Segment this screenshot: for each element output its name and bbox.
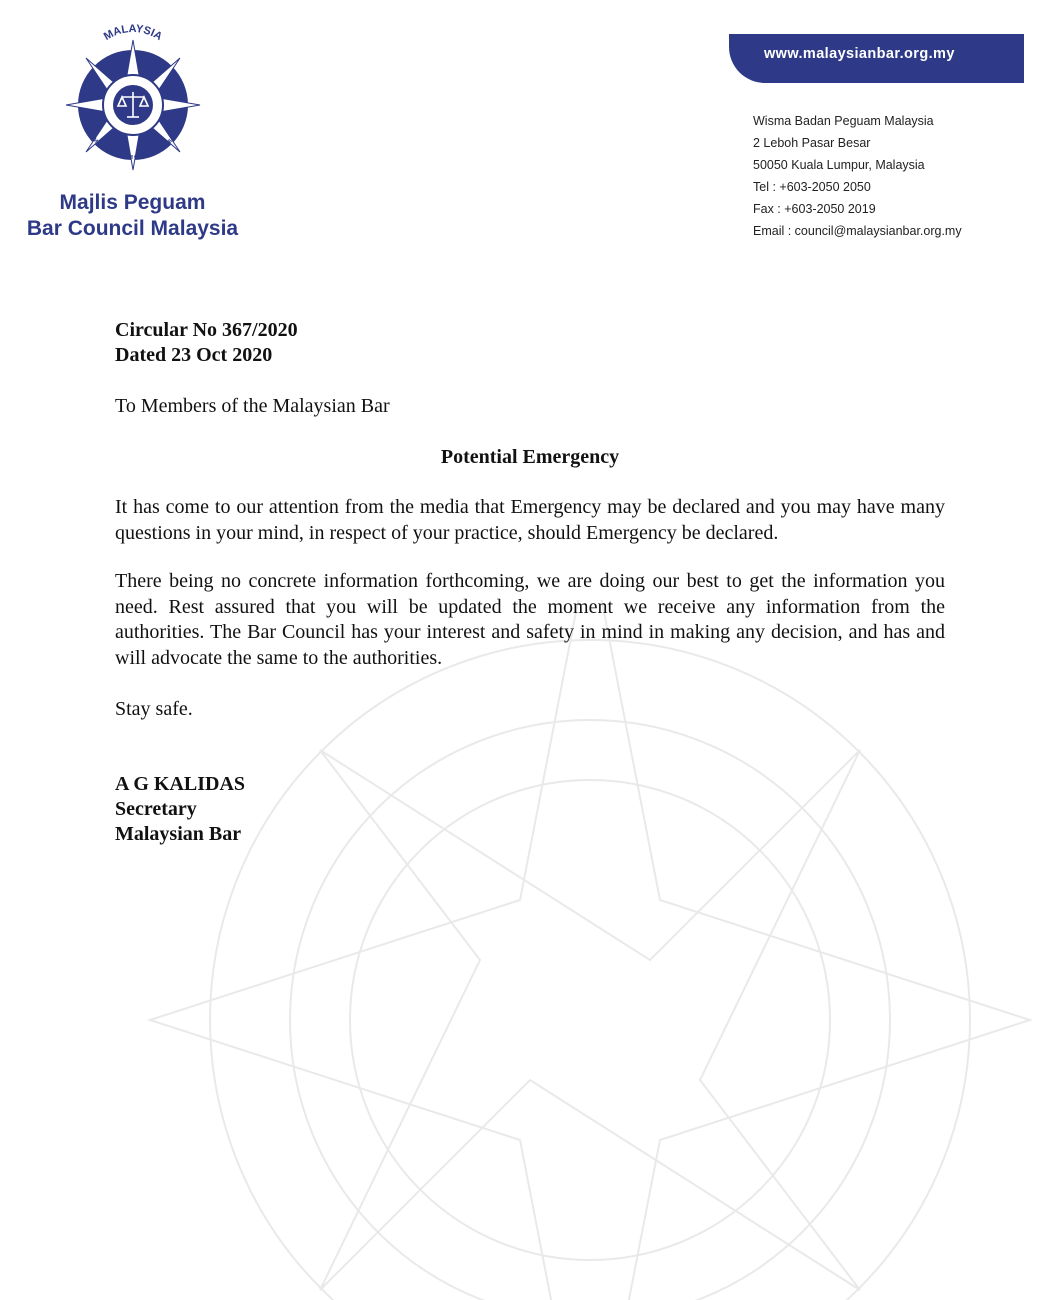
address-line: 50050 Kuala Lumpur, Malaysia <box>753 158 925 172</box>
signatory-title: Secretary <box>115 798 197 820</box>
salutation: To Members of the Malaysian Bar <box>115 395 390 417</box>
address-block <box>753 110 962 242</box>
email[interactable]: Email : council@malaysianbar.org.my <box>753 224 962 238</box>
website-link[interactable]: www.malaysianbar.org.my <box>764 46 955 62</box>
org-name-malay: Majlis Peguam <box>59 191 206 214</box>
svg-text:MALAYSIA: MALAYSIA <box>101 22 165 44</box>
signatory-org: Malaysian Bar <box>115 823 242 845</box>
bar-council-logo <box>60 22 205 182</box>
circular-date: Dated 23 Oct 2020 <box>115 344 273 366</box>
telephone: Tel : +603-2050 2050 <box>753 180 871 194</box>
paragraph-1: It has come to our attention from the media that Emergency may be declared and you may have many questions in your mind, in respect of your practice, should Emergency be declared. <box>115 496 945 544</box>
fax: Fax : +603-2050 2019 <box>753 202 876 216</box>
org-name-english: Bar Council Malaysia <box>26 217 239 240</box>
address-line: 2 Leboh Pasar Besar <box>753 136 871 150</box>
address-line: Wisma Badan Peguam Malaysia <box>753 114 934 128</box>
closing-line: Stay safe. <box>115 698 193 720</box>
signatory-name: A G KALIDAS <box>115 773 246 795</box>
svg-text:MAJLIS PEGUAM ✪ BAR COUNCIL: MAJLIS PEGUAM ✪ BAR COUNCIL <box>91 137 175 161</box>
circular-number: Circular No 367/2020 <box>115 319 298 341</box>
paragraph-2: There being no concrete information forthcoming, we are doing our best to get the information you need. Rest assured that you will be updated the moment we receive any information from the authorities. The Bar Council has your interest and safety in mind in making any decision, and has and will advocate the same to the authorities. <box>115 570 945 669</box>
subject-heading: Potential Emergency <box>440 446 620 468</box>
